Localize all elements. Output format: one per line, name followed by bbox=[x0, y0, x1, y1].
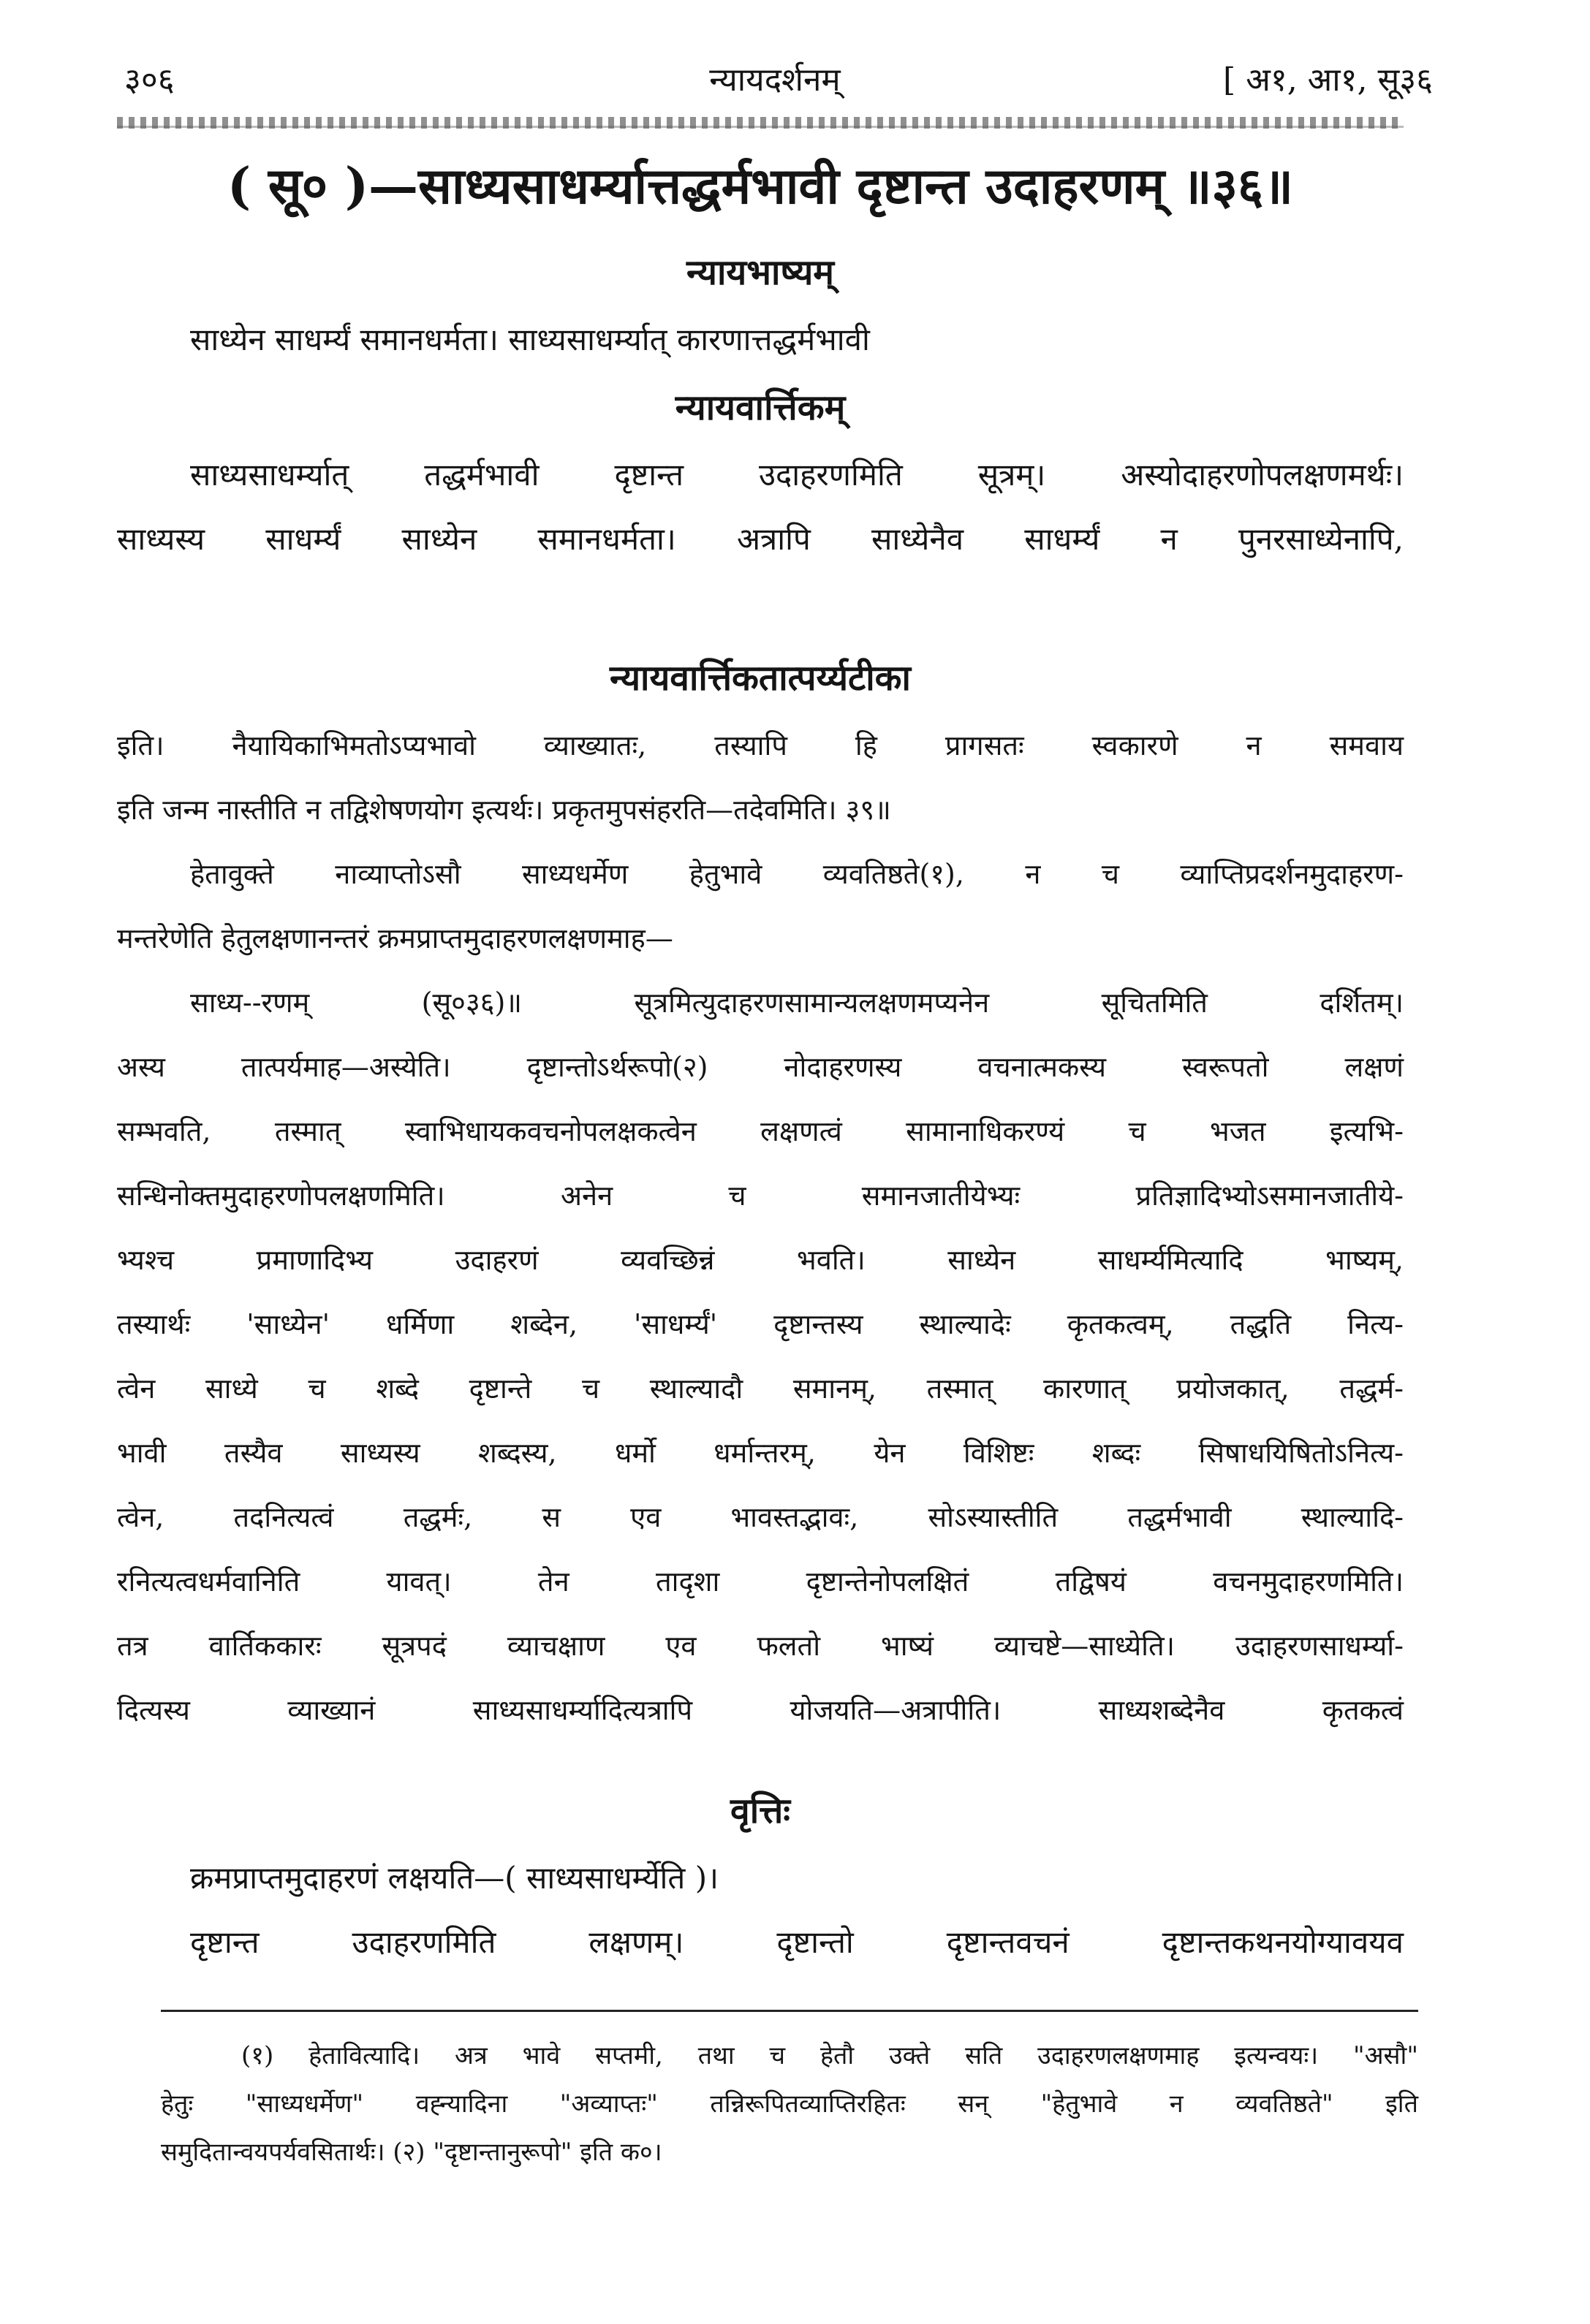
bhashya-section bbox=[117, 238, 1404, 372]
tika-line: रनित्यत्वधर्मवानिति यावत्। तेन तादृशा दृष्टान्तेनोपलक्षितं तद्विषयं वचनमुदाहरणमिति। bbox=[117, 1565, 1404, 1598]
vartika-line: साध्यसाधर्म्यात् तद्धर्मभावी दृष्टान्त उदाहरणमिति सूत्रम्। अस्योदाहरणोपलक्षणमर्थः। bbox=[190, 457, 1404, 493]
vartika-line: साध्यस्य साधर्म्यं साध्येन समानधर्मता। अत्रापि साध्येनैव साधर्म्यं न पुनरसाध्येनापि, bbox=[117, 521, 1404, 557]
tika-line: तत्र वार्तिककारः सूत्रपदं व्याचक्षाण एव फलतो भाष्यं व्याचष्टे—साध्येति। उदाहरणसाधर्म्या- bbox=[117, 1630, 1404, 1662]
tika-line: सन्धिनोक्तमुदाहरणोपलक्षणमिति। अनेन च समानजातीयेभ्यः प्रतिज्ञादिभ्योऽसमानजातीये- bbox=[117, 1180, 1404, 1212]
vartika-section bbox=[117, 373, 1404, 571]
bhashya-line: साध्येन साधर्म्यं समानधर्मता। साध्यसाधर्म्यात् कारणात्तद्धर्मभावी bbox=[190, 322, 870, 357]
footnote-line: हेतुः "साध्यधर्मेण" वह्न्यादिना "अव्याप्तः" तन्निरूपितव्याप्तिरहितः सन् "हेतुभावे न व्यवतिष्ठते" इति bbox=[161, 2089, 1418, 2119]
footnotes bbox=[161, 2032, 1418, 2176]
vartika-heading: न्यायवार्त्तिकम् bbox=[675, 387, 846, 428]
tika-line: त्वेन साध्ये च शब्दे दृष्टान्ते च स्थाल्यादौ समानम्, तस्मात् कारणात् प्रयोजकात्, तद्धर्म- bbox=[117, 1372, 1404, 1405]
footnote-separator bbox=[161, 2010, 1418, 2012]
tika-line: दित्यस्य व्याख्यानं साध्यसाधर्म्यादित्यत्रापि योजयति—अत्रापीति। साध्यशब्देनैव कृतकत्वं bbox=[117, 1694, 1404, 1726]
running-head bbox=[117, 51, 1433, 110]
sutra-text: ( सू० )—साध्यसाधर्म्यात्तद्धर्मभावी दृष्टान्त उदाहरणम् ॥३६॥ bbox=[227, 157, 1294, 216]
tika-line: भ्यश्च प्रमाणादिभ्य उदाहरणं व्यवच्छिन्नं भवति। साध्येन साधर्म्यमित्यादि भाष्यम्, bbox=[117, 1244, 1404, 1276]
bhashya-heading: न्यायभाष्यम् bbox=[686, 252, 835, 293]
book-page bbox=[117, 37, 1433, 2273]
tika-section bbox=[117, 643, 1404, 1742]
running-title: न्यायदर्शनम् bbox=[709, 61, 841, 99]
tika-line: साध्य--रणम् (सू०३६)॥ सूत्रमित्युदाहरणसामान्यलक्षणमप्यनेन सूचितमिति दर्शितम्। bbox=[190, 987, 1404, 1019]
tika-line: हेतावुक्ते नाव्याप्तोऽसौ साध्यधर्मेण हेतुभावे व्यवतिष्ठते(१), न च व्याप्तिप्रदर्शनमुदाहरण- bbox=[190, 858, 1404, 890]
tika-line: त्वेन, तदनित्यत्वं तद्धर्मः, स एव भावस्तद्भावः, सोऽस्यास्तीति तद्धर्मभावी स्थाल्यादि- bbox=[117, 1501, 1404, 1533]
tika-line: इति। नैयायिकाभिमतोऽप्यभावो व्याख्यातः, तस्यापि हि प्रागसतः स्वकारणे न समवाय bbox=[117, 729, 1404, 762]
vritti-line: दृष्टान्त उदाहरणमिति लक्षणम्। दृष्टान्तो दृष्टान्तवचनं दृष्टान्तकथनयोग्यावयव bbox=[190, 1924, 1404, 1960]
tika-line: इति जन्म नास्तीति न तद्विशेषणयोग इत्यर्थः। प्रकृतमुपसंहरति—तदेवमिति। ३९॥ bbox=[117, 794, 891, 826]
vritti-section bbox=[117, 1776, 1404, 1975]
tika-line: तस्यार्थः 'साध्येन' धर्मिणा शब्देन, 'साधर्म्यं' दृष्टान्तस्य स्थाल्यादेः कृतकत्वम्, तद्धति नित्य- bbox=[117, 1308, 1404, 1340]
vritti-line: क्रमप्राप्तमुदाहरणं लक्षयति—( साध्यसाधर्म्येति )। bbox=[190, 1860, 719, 1896]
footnote-line: (१) हेतावित्यादि। अत्र भावे सप्तमी, तथा च हेतौ उक्ते सति उदाहरणलक्षणमाह इत्यन्वयः। "असौ" bbox=[241, 2041, 1418, 2070]
chapter-reference: [ अ१, आ१, सू३६ bbox=[1223, 61, 1433, 99]
footnote-line: समुदितान्वयपर्यवसितार्थः। (२) "दृष्टान्तानुरूपो" इति क०। bbox=[161, 2138, 662, 2167]
tika-line: भावी तस्यैव साध्यस्य शब्दस्य, धर्मो धर्मान्तरम्, येन विशिष्टः शब्दः सिषाधयिषितोऽनित्य- bbox=[117, 1437, 1404, 1469]
tika-line: अस्य तात्पर्यमाह—अस्येति। दृष्टान्तोऽर्थरूपो(२) नोदाहरणस्य वचनात्मकस्य स्वरूपतो लक्षणं bbox=[117, 1051, 1404, 1083]
header-rule bbox=[117, 126, 1404, 128]
page-number: ३०६ bbox=[124, 61, 175, 99]
tika-heading: न्यायवार्त्तिकतात्पर्य्यटीका bbox=[610, 658, 911, 699]
tika-line: मन्तरेणेति हेतुलक्षणानन्तरं क्रमप्राप्तमुदाहरणलक्षणमाह— bbox=[117, 922, 673, 954]
vritti-heading: वृत्तिः bbox=[730, 1791, 790, 1831]
tika-line: सम्भवति, तस्मात् स्वाभिधायकवचनोपलक्षकत्वेन लक्षणत्वं सामानाधिकरण्यं च भजत इत्यभि- bbox=[117, 1115, 1404, 1147]
